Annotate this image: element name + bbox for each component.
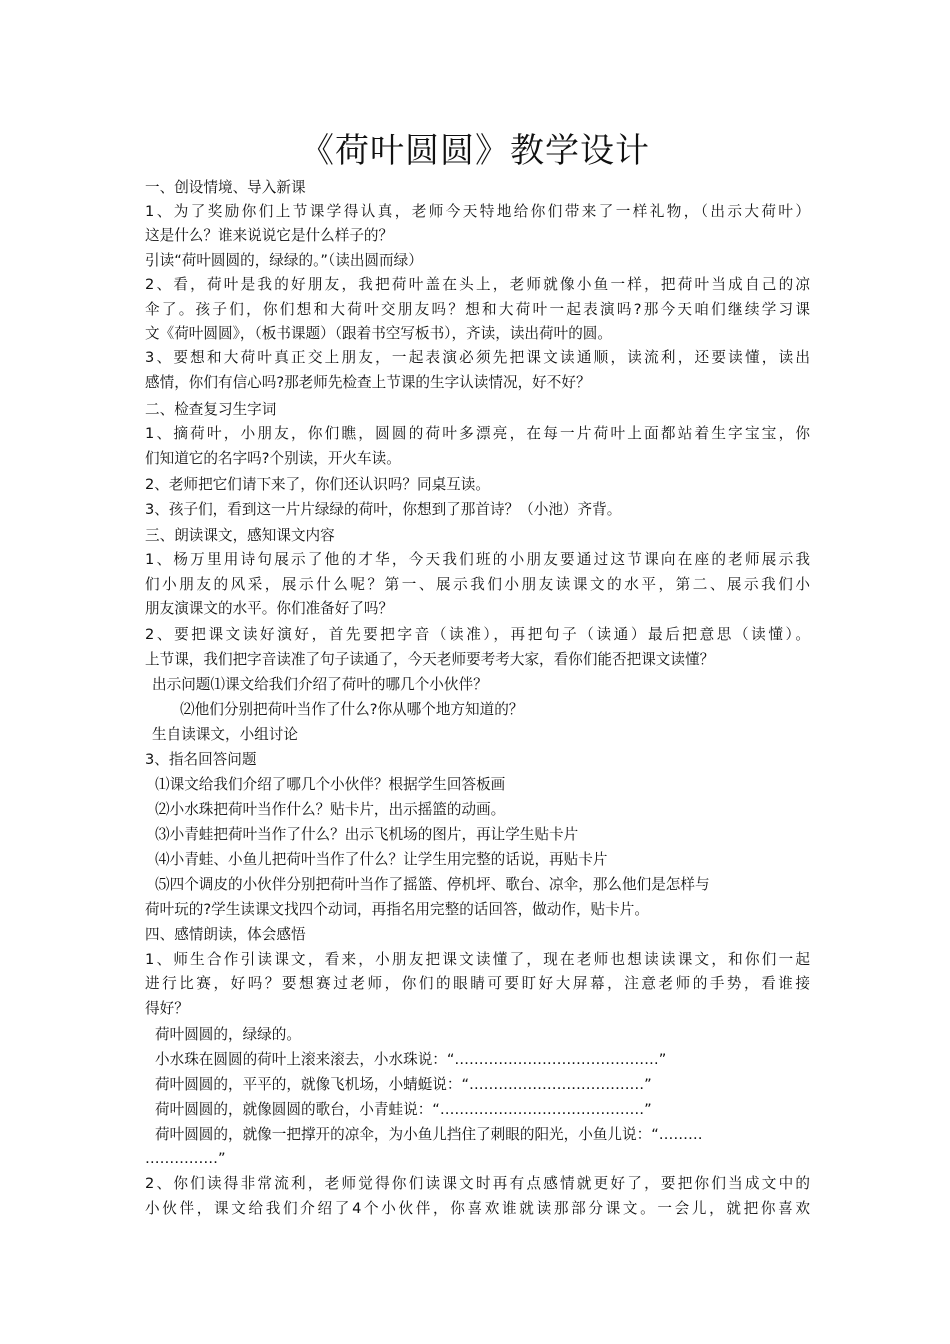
text-line: 感情，你们有信心吗?那老师先检查上节课的生字认读情况，好不好？ xyxy=(145,374,591,391)
text-line: 们知道它的名字吗?个别读，开火车读。 xyxy=(145,450,401,467)
text-line: 上节课，我们把字音读准了句子读通了，今天老师要考考大家，看你们能否把课文读懂？ xyxy=(145,651,715,668)
text-line: ⑵小水珠把荷叶当作什么？贴卡片，出示摇篮的动画。 xyxy=(155,801,506,818)
text-line: 1、为了奖励你们上节课学得认真，老师今天特地给你们带来了一样礼物，（出示大荷叶） xyxy=(145,203,810,220)
text-line: 朋友演课文的水平。你们准备好了吗？ xyxy=(145,600,394,617)
text-line: 引读“荷叶圆圆的，绿绿的。”（读出圆而绿） xyxy=(145,252,423,269)
section-heading: 二、检查复习生字词 xyxy=(145,401,277,418)
text-line: 3、孩子们，看到这一片片绿绿的荷叶，你想到了那首诗？（小池）齐背。 xyxy=(145,501,622,518)
text-line: 2、老师把它们请下来了，你们还认识吗？同桌互读。 xyxy=(145,476,490,493)
text-line: 文《荷叶圆圆》，（板书课题）（跟着书空写板书），齐读，读出荷叶的圆。 xyxy=(145,325,612,342)
text-line: 3、要想和大荷叶真正交上朋友，一起表演必须先把课文读通顺，读流利，还要读懂，读出 xyxy=(145,349,810,366)
section-heading: 三、朗读课文，感知课文内容 xyxy=(145,527,335,544)
text-line: 生自读课文，小组讨论 xyxy=(152,726,298,743)
text-line: 3、指名回答问题 xyxy=(145,751,257,768)
text-line: 们小朋友的风采，展示什么呢？第一、展示我们小朋友读课文的水平，第二、展示我们小 xyxy=(145,576,810,593)
text-line: 荷叶圆圆的，绿绿的。 xyxy=(155,1026,301,1043)
text-line: 伞了。孩子们，你们想和大荷叶交朋友吗？想和大荷叶一起表演吗?那今天咱们继续学习课 xyxy=(145,301,810,318)
section-heading: 四、感情朗读，体会感悟 xyxy=(145,926,306,943)
text-line: ……………” xyxy=(145,1150,226,1167)
text-line: 2、看，荷叶是我的好朋友，我把荷叶盖在头上，老师就像小鱼一样，把荷叶当成自己的凉 xyxy=(145,276,810,293)
text-line: 2、你们读得非常流利，老师觉得你们读课文时再有点感情就更好了，要把你们当成文中的 xyxy=(145,1175,810,1192)
page-title: 《荷叶圆圆》教学设计 xyxy=(300,131,650,171)
text-line: ⑵他们分别把荷叶当作了什么?你从哪个地方知道的？ xyxy=(180,701,524,718)
text-line: 1、摘荷叶，小朋友，你们瞧，圆圆的荷叶多漂亮，在每一片荷叶上面都站着生字宝宝，你 xyxy=(145,425,810,442)
text-line: 出示问题⑴课文给我们介绍了荷叶的哪几个小伙伴？ xyxy=(152,676,488,693)
text-line: 2、要把课文读好演好，首先要把字音（读准），再把句子（读通）最后把意思（读懂）。 xyxy=(145,626,810,643)
text-line: 进行比赛，好吗？要想赛过老师，你们的眼睛可要盯好大屏幕，注意老师的手势，看谁接 xyxy=(145,975,810,992)
text-line: 小水珠在圆圆的荷叶上滚来滚去，小水珠说：“……………………………………” xyxy=(155,1051,667,1068)
text-line: 得好？ xyxy=(145,1000,189,1017)
text-line: ⑴课文给我们介绍了哪几个小伙伴？根据学生回答板画 xyxy=(155,776,506,793)
text-line: ⑶小青蛙把荷叶当作了什么？出示飞机场的图片，再让学生贴卡片 xyxy=(155,826,579,843)
text-line: 荷叶玩的?学生读课文找四个动词，再指名用完整的话回答，做动作，贴卡片。 xyxy=(145,901,649,918)
section-heading: 一、创设情境、导入新课 xyxy=(145,179,306,196)
text-line: ⑸四个调皮的小伙伴分别把荷叶当作了摇篮、停机坪、歌台、凉伞，那么他们是怎样与 xyxy=(155,876,710,893)
text-line: ⑷小青蛙、小鱼儿把荷叶当作了什么？让学生用完整的话说，再贴卡片 xyxy=(155,851,608,868)
text-line: 1、杨万里用诗句展示了他的才华，今天我们班的小朋友要通过这节课向在座的老师展示我 xyxy=(145,551,810,568)
text-line: 荷叶圆圆的，就像圆圆的歌台，小青蛙说：“……………………………………” xyxy=(155,1101,652,1118)
text-line: 荷叶圆圆的，就像一把撑开的凉伞，为小鱼儿挡住了刺眼的阳光，小鱼儿说：“……… xyxy=(155,1126,703,1143)
text-line: 荷叶圆圆的，平平的，就像飞机场，小蜻蜓说：“………………………………” xyxy=(155,1076,652,1093)
text-line: 1、师生合作引读课文，看来，小朋友把课文读懂了，现在老师也想读读课文，和你们一起 xyxy=(145,951,810,968)
text-line: 这是什么？谁来说说它是什么样子的？ xyxy=(145,227,394,244)
text-line: 小伙伴，课文给我们介绍了4个小伙伴，你喜欢谁就读那部分课文。一会儿，就把你喜欢 xyxy=(145,1200,810,1217)
